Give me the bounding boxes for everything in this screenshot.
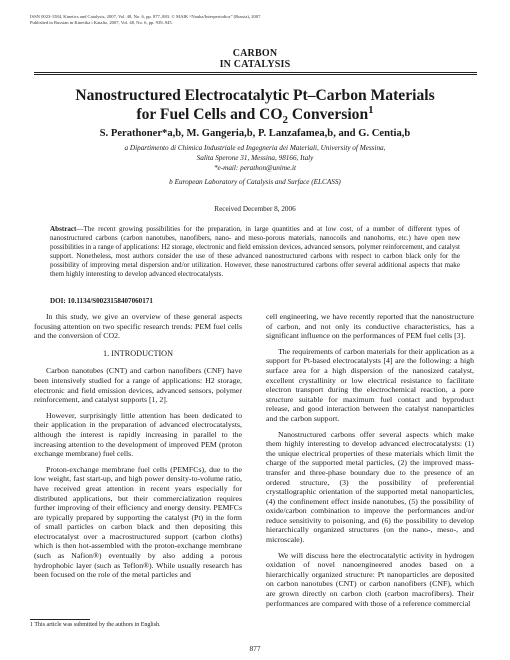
section-heading [0,48,510,70]
right-column [266,312,474,614]
section-rule-top [34,72,477,73]
journal-header-line2: Published in Russian in Kinetika i Kataliz, 2007, Vol. 48, No. 6, pp. 939–945. [30,20,173,25]
left-column [34,312,242,586]
journal-header [30,14,262,26]
intro-paragraph-1: Carbon nanotubes (CNT) and carbon nanofibers (CNF) have been intensively studied for a range of applications: H2 storage, electronic and field emission devices, advanced sensors, polymer reinforcement, and catalyst supports [1, 2]. [34,366,242,405]
affiliation-a-line1: a Dipartimento di Chimica Industriale ed Ingegneria dei Materiali, University of Messina, [124,144,386,152]
section-title-introduction: 1. INTRODUCTION [102,348,174,358]
title-line1: Nanostructured Electrocatalytic Pt–Carbon Materials [75,87,435,104]
section-line1: CARBON [232,48,278,59]
intro-paragraph-2: However, surprisingly little attention has been dedicated to their application in the preparation of advanced electrocatalysts, although the interest is rapidly increasing in parallel to the increasing attention to the development of improved PEM (proton exchange membrane) fuel cells. [34,410,242,459]
section-line2: IN CATALYSIS [219,59,291,70]
right-paragraph-3: We will discuss here the electrocatalytic activity in hydrogen oxidation of novel nanoengineered anodes based on a hierarchically organized structure: Pt nanoparticles are deposited on carbon nanotubes (CNT) or carbon nanofibers (CNF), which are grown directly on carbon cloth (carbon macrofibers). Their performances are compared with those of a reference commercial [266,550,474,608]
paper-title [0,86,510,127]
title-line2 [0,103,510,127]
title-subscript: 2 [282,114,288,127]
intro-paragraph-3: Proton-exchange membrane fuel cells (PEMFCs), due to the low weight, fast start-up, and high power density-to-volume ratio, have received great attention in recent years especially for distributed applications, but their commercialization requires further improving of their efficiency and energy density. PEMFCs are typically prepared by supporting the catalyst (Pt) in the form of small particles on carbon black and then depositing this electrocatalyst over a macrostructured support (carbon cloths) which is then hot-assembled with the proton-exchange membrane (such as Nafion®) eventually by also adding a porous hydrophobic layer (such as Teflon®). While usually research has been focused on the role of the metal particles and [34,464,242,580]
affiliation-a-line2: Salita Sperone 31, Messina, 98166, Italy [196,154,314,162]
right-paragraph-1: The requirements of carbon materials for their application as a support for Pt-based electrocatalysts [4] are the following: a high surface area for a high dispersion of the nanosized catalyst, excellent crystallinity or low electrical resistance to facilitate electron transport during the electrochemical reaction, a pore structure suitable for maximum fuel contact and byproduct release, and good interaction between the catalyst nanoparticles and the carbon support. [266,346,474,423]
journal-header-line1: ISSN 0023-1584, Kinetics and Catalysis, 2007, Vol. 48, No. 6, pp. 877–883. © MAIK “Nauka/Interperiodica” (Russia), 2007. [30,14,262,19]
abstract-label: Abstract [50,225,77,233]
title-line2-pre: for Fuel Cells and CO [136,106,283,123]
title-line2-post: Conversion [287,106,369,123]
author-list: S. Perathoner*a,b, M. Gangeria,b, P. Lanzafamea,b, and G. Centia,b [99,128,411,139]
page-number: 877 [249,644,261,653]
abstract [50,225,460,279]
right-paragraph-2: Nanostructured carbons offer several aspects which make them highly interesting to develop advanced electrocatalysts: (1) the unique electrical properties of these materials which limit the charge of the supported metal particles, (2) the improved mass-transfer and three-phase boundary due to the presence of an ordered structure, (3) the possibility of preferential crystallographic orientation of the supported metal nanoparticles, (4) the confinement effect inside nanotubes, (5) the possibility of oxide/carbon combination to improve the performances and/or reduce sensitivity to poisoning, and (6) the possibility to develop hierarchically organized structures (on the nano-, meso-, and microscale). [266,429,474,545]
right-paragraph-0: cell engineering, we have recently reported that the nanostructure of carbon, and not only its conductive characteristics, has a significant influence on the performances of PEM fuel cells [3]. [266,312,474,341]
affiliation-b-line1: b European Laboratory of Catalysis and Surface (ELCASS) [169,178,341,186]
footnote: 1 This article was submitted by the authors in English. [30,622,161,628]
doi: DOI: 10.1134/S0023158407060171 [50,297,153,305]
title-footnote-mark: 1 [368,103,374,116]
section-rule-bottom [34,74,477,75]
received-date: Received December 8, 2006 [214,205,296,213]
abstract-text: —The recent growing possibilities for the preparation, in large quantities and at low cost, of a number of different types of nanostructured carbons (carbon nanotubes, nanofibers, nano- and meso-porous materials, nanocoils and nanohorns, etc.) have open new possibilities in a range of applications: H2 storage, electronic and field emission devices, advanced sensors, polymer reinforcement, and catalyst support. Nonetheless, most authors consider the use of these advanced nanostructured carbons with respect to carbon black only for the possibility of improving metal dispersion and/or utilization. However, these nanostructured carbons offer several additional aspects that make them highly interesting to develop advanced electrocatalysts. [50,225,460,278]
intro-paragraph: In this study, we give an overview of these general aspects focusing attention on two specific research trends: PEM fuel cells and the conversion of CO2. [34,312,242,341]
footnote-rule [30,619,90,620]
author-email: *e-mail: perathon@unime.it [213,164,297,172]
